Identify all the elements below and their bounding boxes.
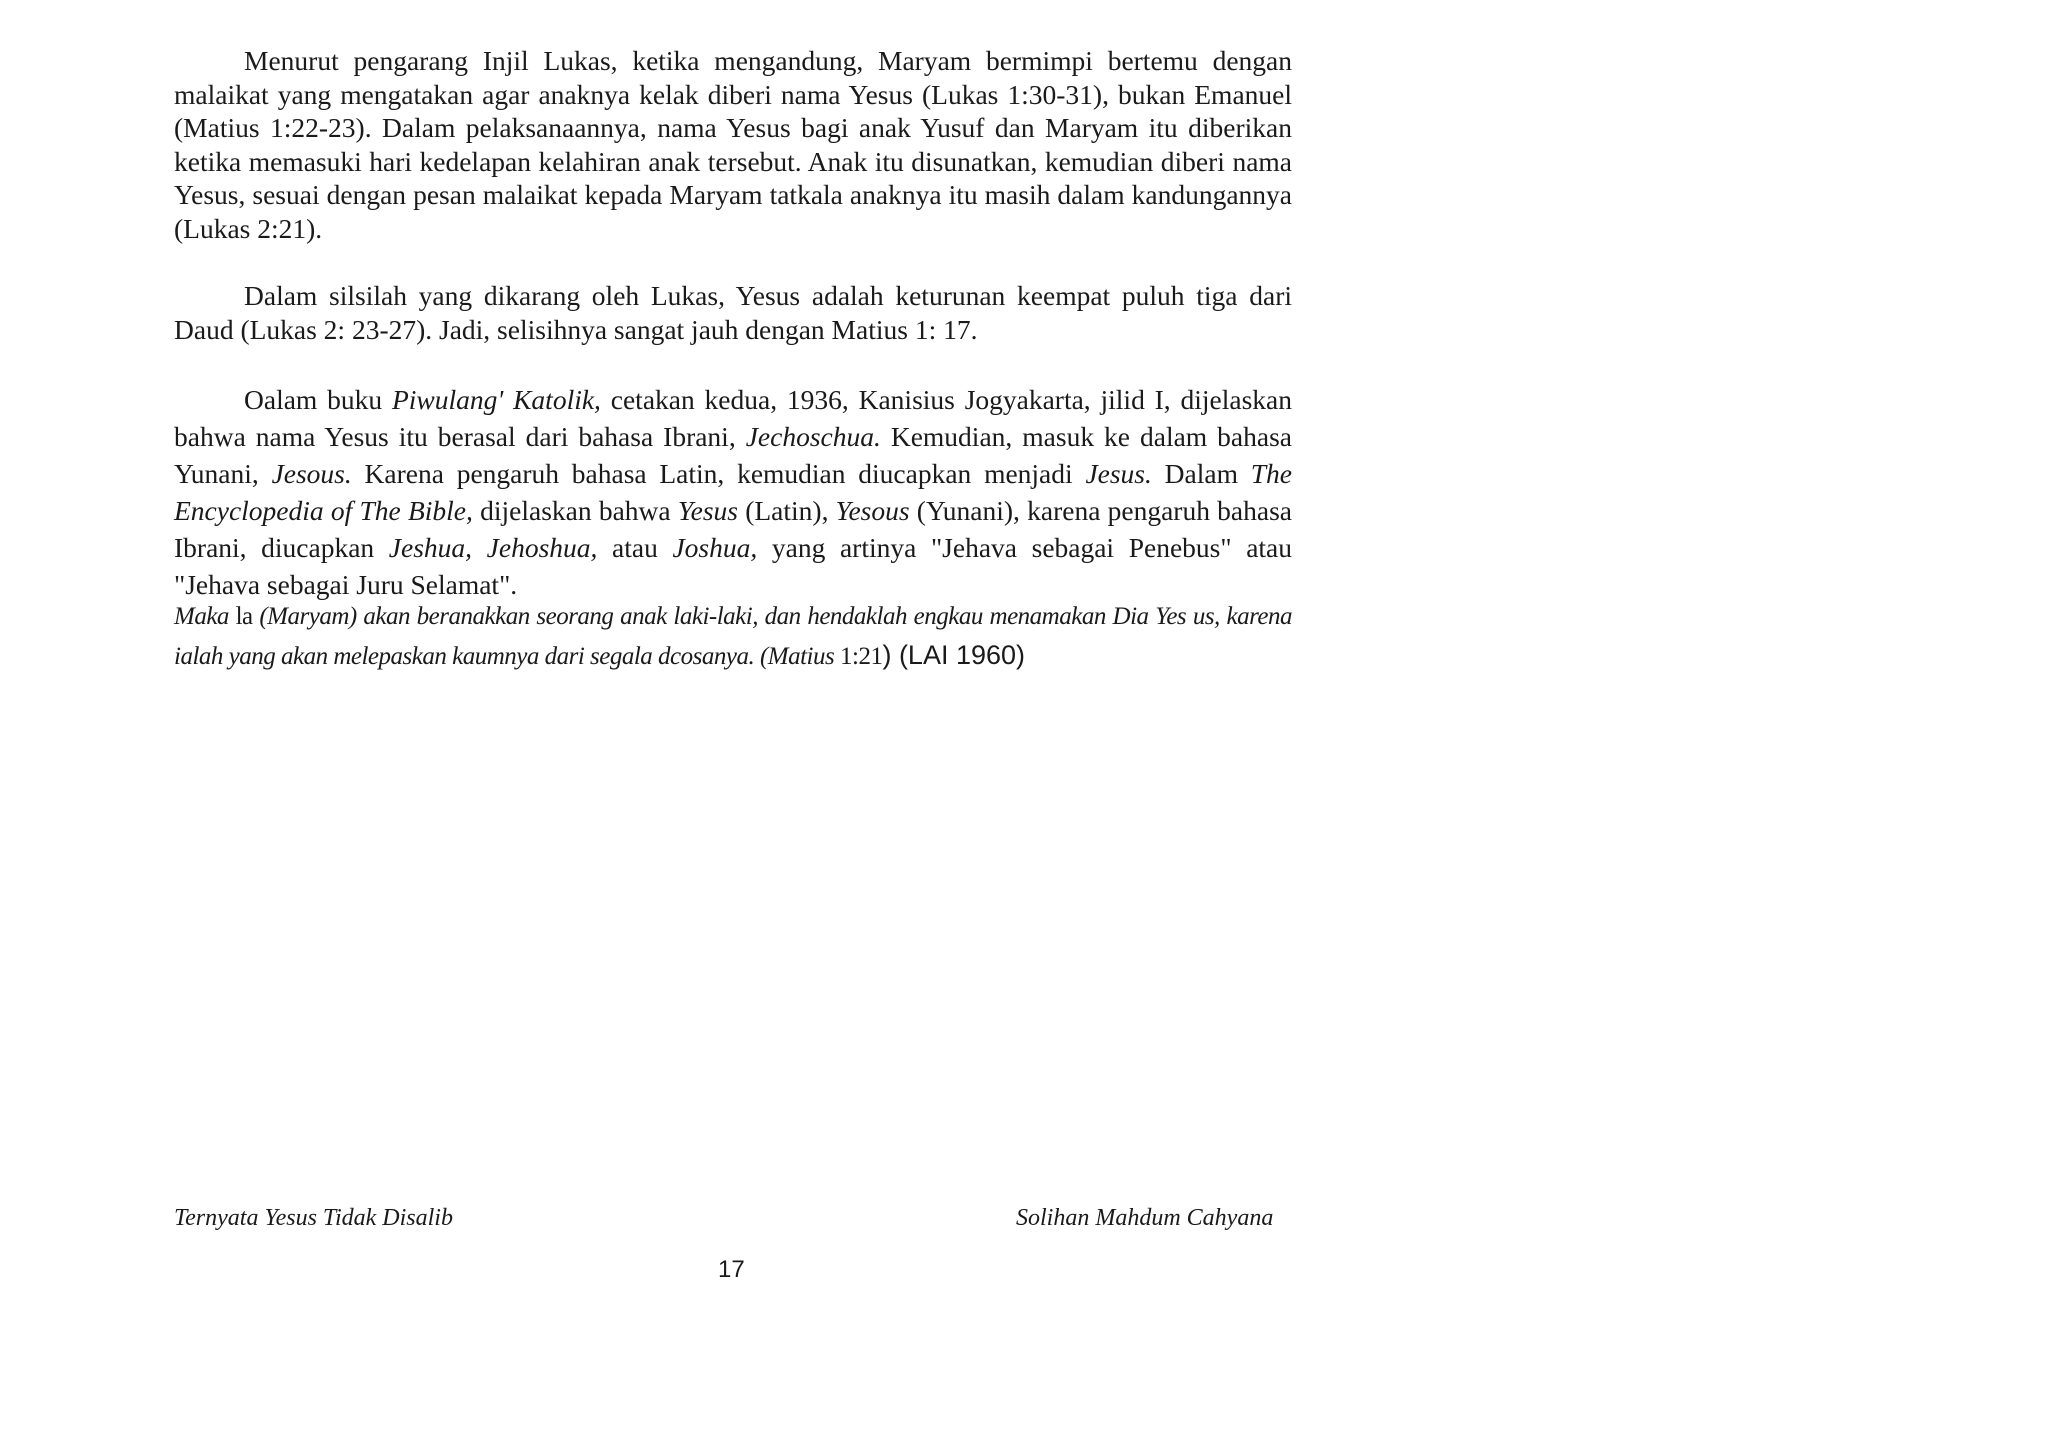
italic-term: Joshua,: [672, 532, 758, 563]
quote-citation: ) (LAI 1960): [882, 640, 1026, 670]
text-span: Oalam buku: [244, 384, 392, 415]
footer-author: Solihan Mahdum Cahyana: [1016, 1205, 1274, 1231]
text-span: atau: [597, 532, 673, 563]
quote-span: Maka: [174, 603, 236, 630]
paragraph-1: Menurut pengarang Injil Lukas, ketika mengandung, Maryam bermimpi bertemu dengan malaikat yang mengatakan agar anaknya kelak diberi nama Yesus (Lukas 1:30-31), bukan Emanuel (Matius 1:22-23). Dalam pelaksanaannya, nama Yesus bagi anak Yusuf dan Maryam itu diberikan ketika memasuki hari kedelapan kelahiran anak tersebut. Anak itu disunatkan, kemudian diberi nama Yesus, sesuai dengan pesan malaikat kepada Maryam tatkala anaknya itu masih dalam kandungannya (Lukas 2:21).: [174, 45, 1292, 244]
italic-term: Jechoschua.: [745, 421, 881, 452]
text-span: cetakan kedua, 1936, Kanisius Jogyakarta, jilid I, dijelaskan bahwa nama Yesus itu berasal dari bahasa Ibrani,: [174, 384, 1292, 452]
italic-term: Jeshua, Jehoshua,: [388, 532, 598, 563]
paragraph-3: [174, 381, 1292, 603]
text-span: (Yunani), karena pengaruh bahasa Ibrani, diucapkan: [174, 495, 1292, 563]
italic-book-title: The Encyclopedia of The Bible,: [174, 458, 1292, 526]
footer-book-title: Ternyata Yesus Tidak Disalib: [174, 1205, 453, 1231]
text-span: dijelaskan bahwa: [472, 495, 678, 526]
quote-span: (Maryam) akan beranakkan seorang anak laki-laki, dan hendaklah engkau menamakan Dia Yes us, karena ialah yang akan melepaskan kaumnya dari segala dcosanya. (Matius: [174, 603, 1292, 670]
italic-term: Yesus: [677, 495, 738, 526]
text-span: (Latin),: [737, 495, 836, 526]
paragraph-2: Dalam silsilah yang dikarang oleh Lukas, Yesus adalah keturunan keempat puluh tiga dari Daud (Lukas 2: 23-27). Jadi, selisihnya sangat jauh dengan Matius 1: 17.: [174, 280, 1292, 345]
text-span: Kemudian, masuk ke dalam bahasa Yunani,: [174, 421, 1292, 489]
text-span: Karena pengaruh bahasa Latin, kemudian diucapkan menjadi: [351, 458, 1086, 489]
scripture-quote: [174, 597, 1292, 676]
quote-span: la: [235, 603, 253, 630]
italic-term: Jesus.: [1085, 458, 1152, 489]
page-number: 17: [718, 1256, 745, 1283]
italic-term: Jesous.: [271, 458, 352, 489]
text-span: yang artinya "Jehava sebagai Penebus" atau "Jehava sebagai Juru Selamat".: [174, 532, 1293, 600]
text-span: Dalam: [1151, 458, 1251, 489]
italic-book-title: Piwulang' Katolik,: [391, 384, 601, 415]
italic-term: Yesous: [835, 495, 910, 526]
quote-verse: 1:21: [840, 643, 883, 670]
